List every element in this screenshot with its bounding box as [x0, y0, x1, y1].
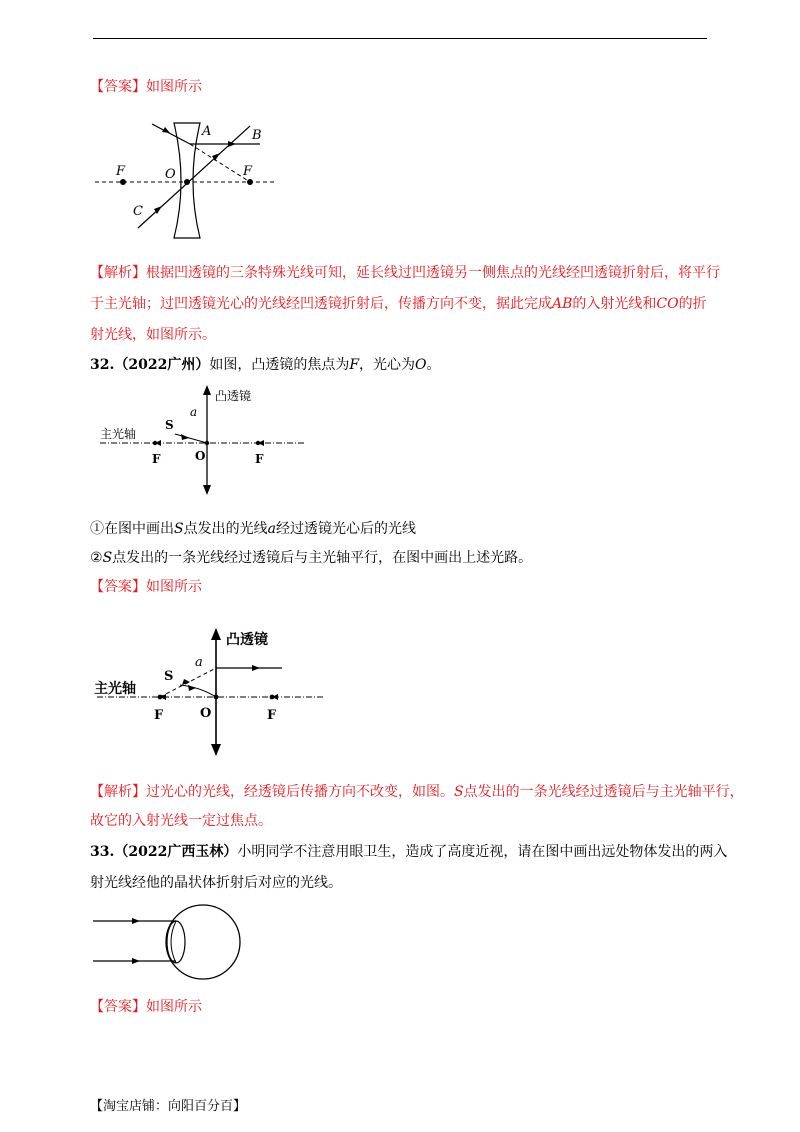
answer-label-3: 【答案】如图所示 [90, 999, 202, 1015]
arrow-head [181, 434, 189, 440]
analysis-1-line-1: 【解析】根据凹透镜的三条特殊光线可知，延长线过凹透镜另一侧焦点的光线经凹透镜折射后，将平行 [90, 265, 720, 281]
question-32-item-2: ②S点发出的一条光线经过透镜后与主光轴平行，在图中画出上述光路。 [90, 550, 533, 566]
lens-label: 凸透镜 [215, 389, 252, 403]
label-s: S [165, 418, 174, 432]
label-a: A [202, 124, 212, 139]
extension-line [190, 144, 250, 182]
arrow-head [203, 485, 211, 495]
arrow-head [203, 385, 211, 395]
question-32-stem: 32.（2022广州）如图，凸透镜的焦点为F，光心为O。 [90, 357, 441, 373]
analysis-2-line-1: 【解析】过光心的光线，经透镜后传播方向不改变，如图。S点发出的一条光线经过透镜后与主光轴平行， [90, 784, 744, 800]
answer-label-2: 【答案】如图所示 [90, 579, 202, 595]
label-f-left: F [154, 708, 164, 723]
focus-right [247, 179, 253, 185]
label-f-right: F [243, 164, 253, 179]
label-a: a [190, 405, 198, 419]
optical-center [214, 695, 219, 700]
analysis-1-line-2: 于主光轴；过凹透镜光心的光线经凹透镜折射后，传播方向不变，据此完成AB的入射光线和CO的折 [90, 296, 707, 312]
label-a: a [195, 655, 203, 670]
arrow-head [211, 628, 221, 640]
arrow-head [188, 685, 196, 691]
arrow-head [155, 440, 161, 446]
arrow-head [132, 958, 140, 964]
arrow-head [182, 679, 190, 685]
analysis-2-line-2: 故它的入射光线一定过焦点。 [90, 813, 272, 829]
optical-center [184, 179, 190, 185]
arrow-head [252, 665, 260, 671]
label-f-right: F [255, 452, 264, 466]
optical-center [205, 441, 209, 445]
label-s: S [164, 669, 174, 684]
answer-label-1: 【答案】如图所示 [90, 79, 202, 95]
label-f-left: F [116, 164, 126, 179]
label-f-right: F [267, 708, 277, 723]
focus-left [120, 179, 126, 185]
header-rule [93, 38, 707, 39]
label-f-left: F [152, 452, 161, 466]
question-32-item-1: ①在图中画出S点发出的光线a经过透镜光心后的光线 [90, 521, 416, 537]
arrow-head [132, 918, 140, 924]
footer-shop-label: 【淘宝店铺：向阳百分百】 [90, 1099, 247, 1114]
label-b: B [252, 128, 262, 143]
lens-label: 凸透镜 [226, 632, 268, 648]
arrow-head [258, 440, 264, 446]
cornea [171, 921, 176, 963]
ray-a [180, 685, 216, 697]
analysis-tag: 【解析】 [90, 265, 146, 281]
convex-lens-answer-figure [92, 625, 332, 760]
question-33-line-2: 射光线经他的晶状体折射后对应的光线。 [90, 875, 342, 891]
eyeball [166, 905, 240, 979]
crystalline-lens [167, 921, 185, 963]
convex-lens-question-figure [95, 383, 315, 501]
concave-lens-figure [90, 118, 280, 243]
incident-ray-top [152, 124, 190, 144]
ray-a [175, 434, 207, 443]
arrow-head [211, 744, 221, 756]
analysis-1-line-3: 射光线，如图所示。 [90, 327, 216, 343]
eye-figure [90, 905, 250, 987]
question-33-line-1: 33.（2022广西玉林）小明同学不注意用眼卫生，造成了高度近视，请在图中画出远处物体发出的两入 [90, 844, 728, 860]
axis-label: 主光轴 [94, 681, 136, 697]
ray-co [138, 126, 250, 228]
label-c: C [133, 204, 143, 219]
label-o: O [165, 167, 176, 182]
label-o: O [200, 706, 212, 721]
label-o: O [195, 449, 206, 463]
axis-label: 主光轴 [100, 427, 137, 441]
